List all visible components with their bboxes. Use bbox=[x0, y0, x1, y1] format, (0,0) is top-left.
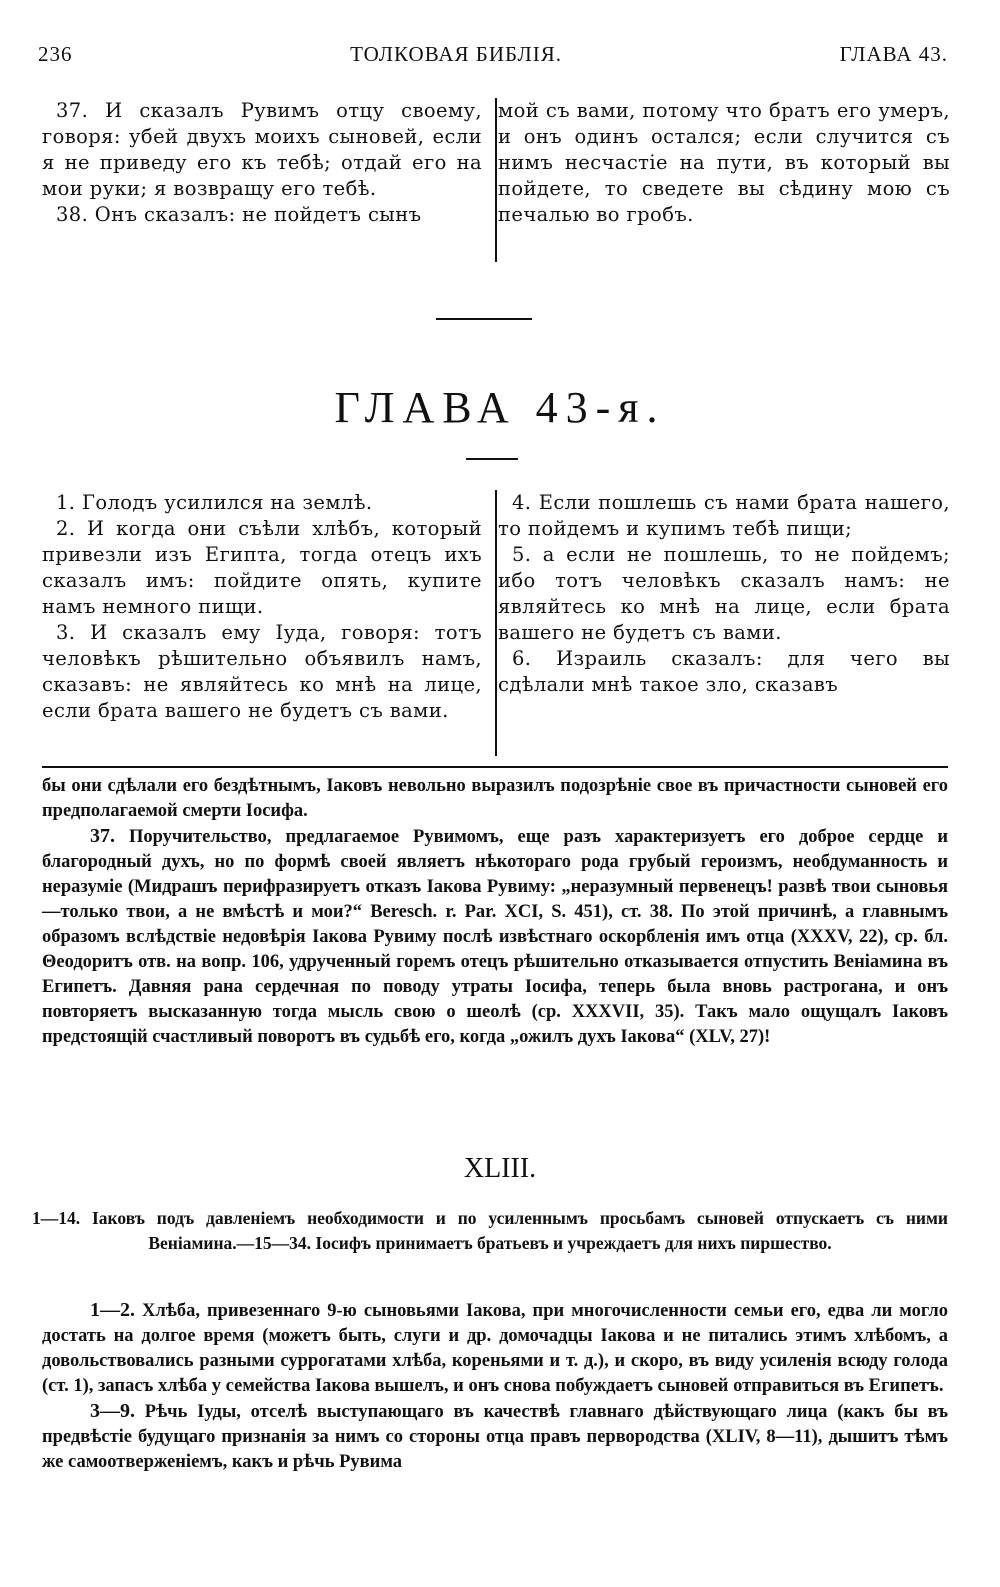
verse-2: 2. И когда они съѣли хлѣбъ, который привезли изъ Египта, тогда отецъ ихъ сказалъ имъ: пойдите опять, купите намъ немного пищи. bbox=[42, 517, 482, 618]
commentary-chapter-heading: XLIII. bbox=[463, 1153, 537, 1184]
book-title: ТОЛКОВАЯ БИБЛІЯ. bbox=[350, 42, 563, 66]
running-header bbox=[38, 42, 948, 67]
verse-6: 6. Израиль сказалъ: для чего вы сдѣлали мнѣ такое зло, сказавъ bbox=[498, 647, 950, 696]
commentary-chapter-42 bbox=[42, 774, 948, 1050]
verse-3: 3. И сказалъ ему Іуда, говоря: тотъ человѣкъ рѣшительно объявилъ намъ, сказавъ: не являйтесь ко мнѣ на лице, если брата вашего не будетъ съ вами. bbox=[42, 621, 482, 722]
summary-text: 1—14. Іаковъ подъ давленіемъ необходимости и по усиленнымъ просьбамъ сыновей отпускаетъ съ ними Веніамина.—15—34. Іосифъ принимаетъ братьевъ и учреждаетъ для нихъ пиршество. bbox=[32, 1208, 948, 1253]
commentary-text: Поручительство, предлагаемое Рувимомъ, еще разъ характеризуетъ его доброе сердце и благородный духъ, но по формѣ своей являетъ нѣкотораго рода грубый героизмъ, необдуманность и неразуміе (Мидрашъ перифразируетъ отказъ Іакова Рувиму: „неразумный первенецъ! развѣ твои сыновья—только твои, а не вмѣстѣ и мои?“ Beresch. r. Par. XCI, S. 451), ст. 38. По этой причинѣ, а главнымъ образомъ вслѣдствіе недовѣрія Іакова Рувиму послѣ извѣстнаго оскорбленія имъ отца (XXXV, 22), ср. бл. Θеодоритъ отв. на вопр. 106, удрученный горемъ отецъ рѣшительно отказывается отпустить Веніамина въ Египетъ. Давняя рана сердечная по поводу утраты Іосифа, теперь была вновь растрогана, и онъ повторяетъ высказанную тогда мысль свою о шеолѣ (ср. XXXVII, 35). Такъ мало ощущалъ Іаковъ предстоящій счастливый поворотъ въ судьбѣ его, когда „ожилъ духъ Іакова“ (XLV, 27)! bbox=[42, 827, 948, 1047]
commentary-paragraph-3-9 bbox=[42, 1399, 948, 1475]
verse-38-continued: мой съ вами, потому что братъ его умеръ, и онъ одинъ остался; если случится съ нимъ несчастіе на пути, въ который вы пойдете, то сведете вы сѣдину мою съ печалью во гробъ. bbox=[498, 99, 950, 226]
chapter-title: ГЛАВА 43-я. bbox=[334, 383, 666, 432]
top-right-column bbox=[490, 98, 950, 228]
commentary-text: Хлѣба, привезеннаго 9-ю сыновьями Іакова, при многочисленности семьи его, едва ли могло достать на долгое время (можетъ быть, слуги и др. домочадцы Іакова и не питались этимъ хлѣбомъ, а довольствовались разными суррогатами хлѣба, кореньями и т. д.), и скоро, въ виду усиленія всюду голода (ст. 1), запасъ хлѣба у семейства Іакова вышелъ, и онъ снова побуждаетъ сыновей отправиться въ Египетъ. bbox=[42, 1301, 948, 1396]
top-left-column bbox=[42, 98, 490, 228]
section-rule-top bbox=[436, 318, 532, 320]
chapter-43-two-column-text bbox=[42, 490, 948, 724]
commentary-chapter-43 bbox=[42, 1298, 948, 1475]
chapter-reference: ГЛАВА 43. bbox=[839, 42, 948, 66]
verse-37: 37. И сказалъ Рувимъ отцу своему, говоря: убей двухъ моихъ сыновей, если я не приведу его къ тебѣ; отдай его на мои руки; я возвращу его тебѣ. bbox=[42, 99, 482, 200]
mid-right-column bbox=[490, 490, 950, 724]
commentary-separator bbox=[42, 766, 948, 768]
section-rule-bottom bbox=[466, 458, 518, 460]
commentary-paragraph-1-2 bbox=[42, 1298, 948, 1399]
verse-reference: 1—2. bbox=[90, 1299, 135, 1321]
verse-1: 1. Голодъ усилился на землѣ. bbox=[56, 491, 373, 514]
page-number: 236 bbox=[38, 42, 73, 66]
verse-38: 38. Онъ сказалъ: не пойдетъ сынъ bbox=[56, 203, 422, 226]
mid-left-column bbox=[42, 490, 490, 724]
verse-5: 5. а если не пошлешь, то не пойдемъ; ибо тотъ человѣкъ сказалъ намъ: не являйтесь ко мнѣ на лице, если брата вашего не будетъ съ вами. bbox=[498, 543, 950, 644]
top-two-column-text bbox=[42, 98, 948, 228]
verse-reference: 37. bbox=[90, 825, 115, 847]
chapter-summary bbox=[32, 1206, 948, 1256]
verse-4: 4. Если пошлешь съ нами брата нашего, то пойдемъ и купимъ тебѣ пищи; bbox=[498, 491, 950, 540]
commentary-paragraph-37 bbox=[42, 824, 948, 1050]
commentary-text: Рѣчь Іуды, отселѣ выступающаго въ качествѣ главнаго дѣйствующаго лица (какъ бы въ предвѣстіе будущаго признанія за нимъ со стороны отца правъ первородства (XLIV, 8—11), дышитъ тѣмъ же самоотверженіемъ, какъ и рѣчь Рувима bbox=[42, 1402, 948, 1472]
commentary-paragraph: бы они сдѣлали его бездѣтнымъ, Іаковъ невольно выразилъ подозрѣніе свое въ причастности сыновей его предполагаемой смерти Іосифа. bbox=[42, 776, 948, 821]
verse-reference: 3—9. bbox=[90, 1400, 135, 1422]
